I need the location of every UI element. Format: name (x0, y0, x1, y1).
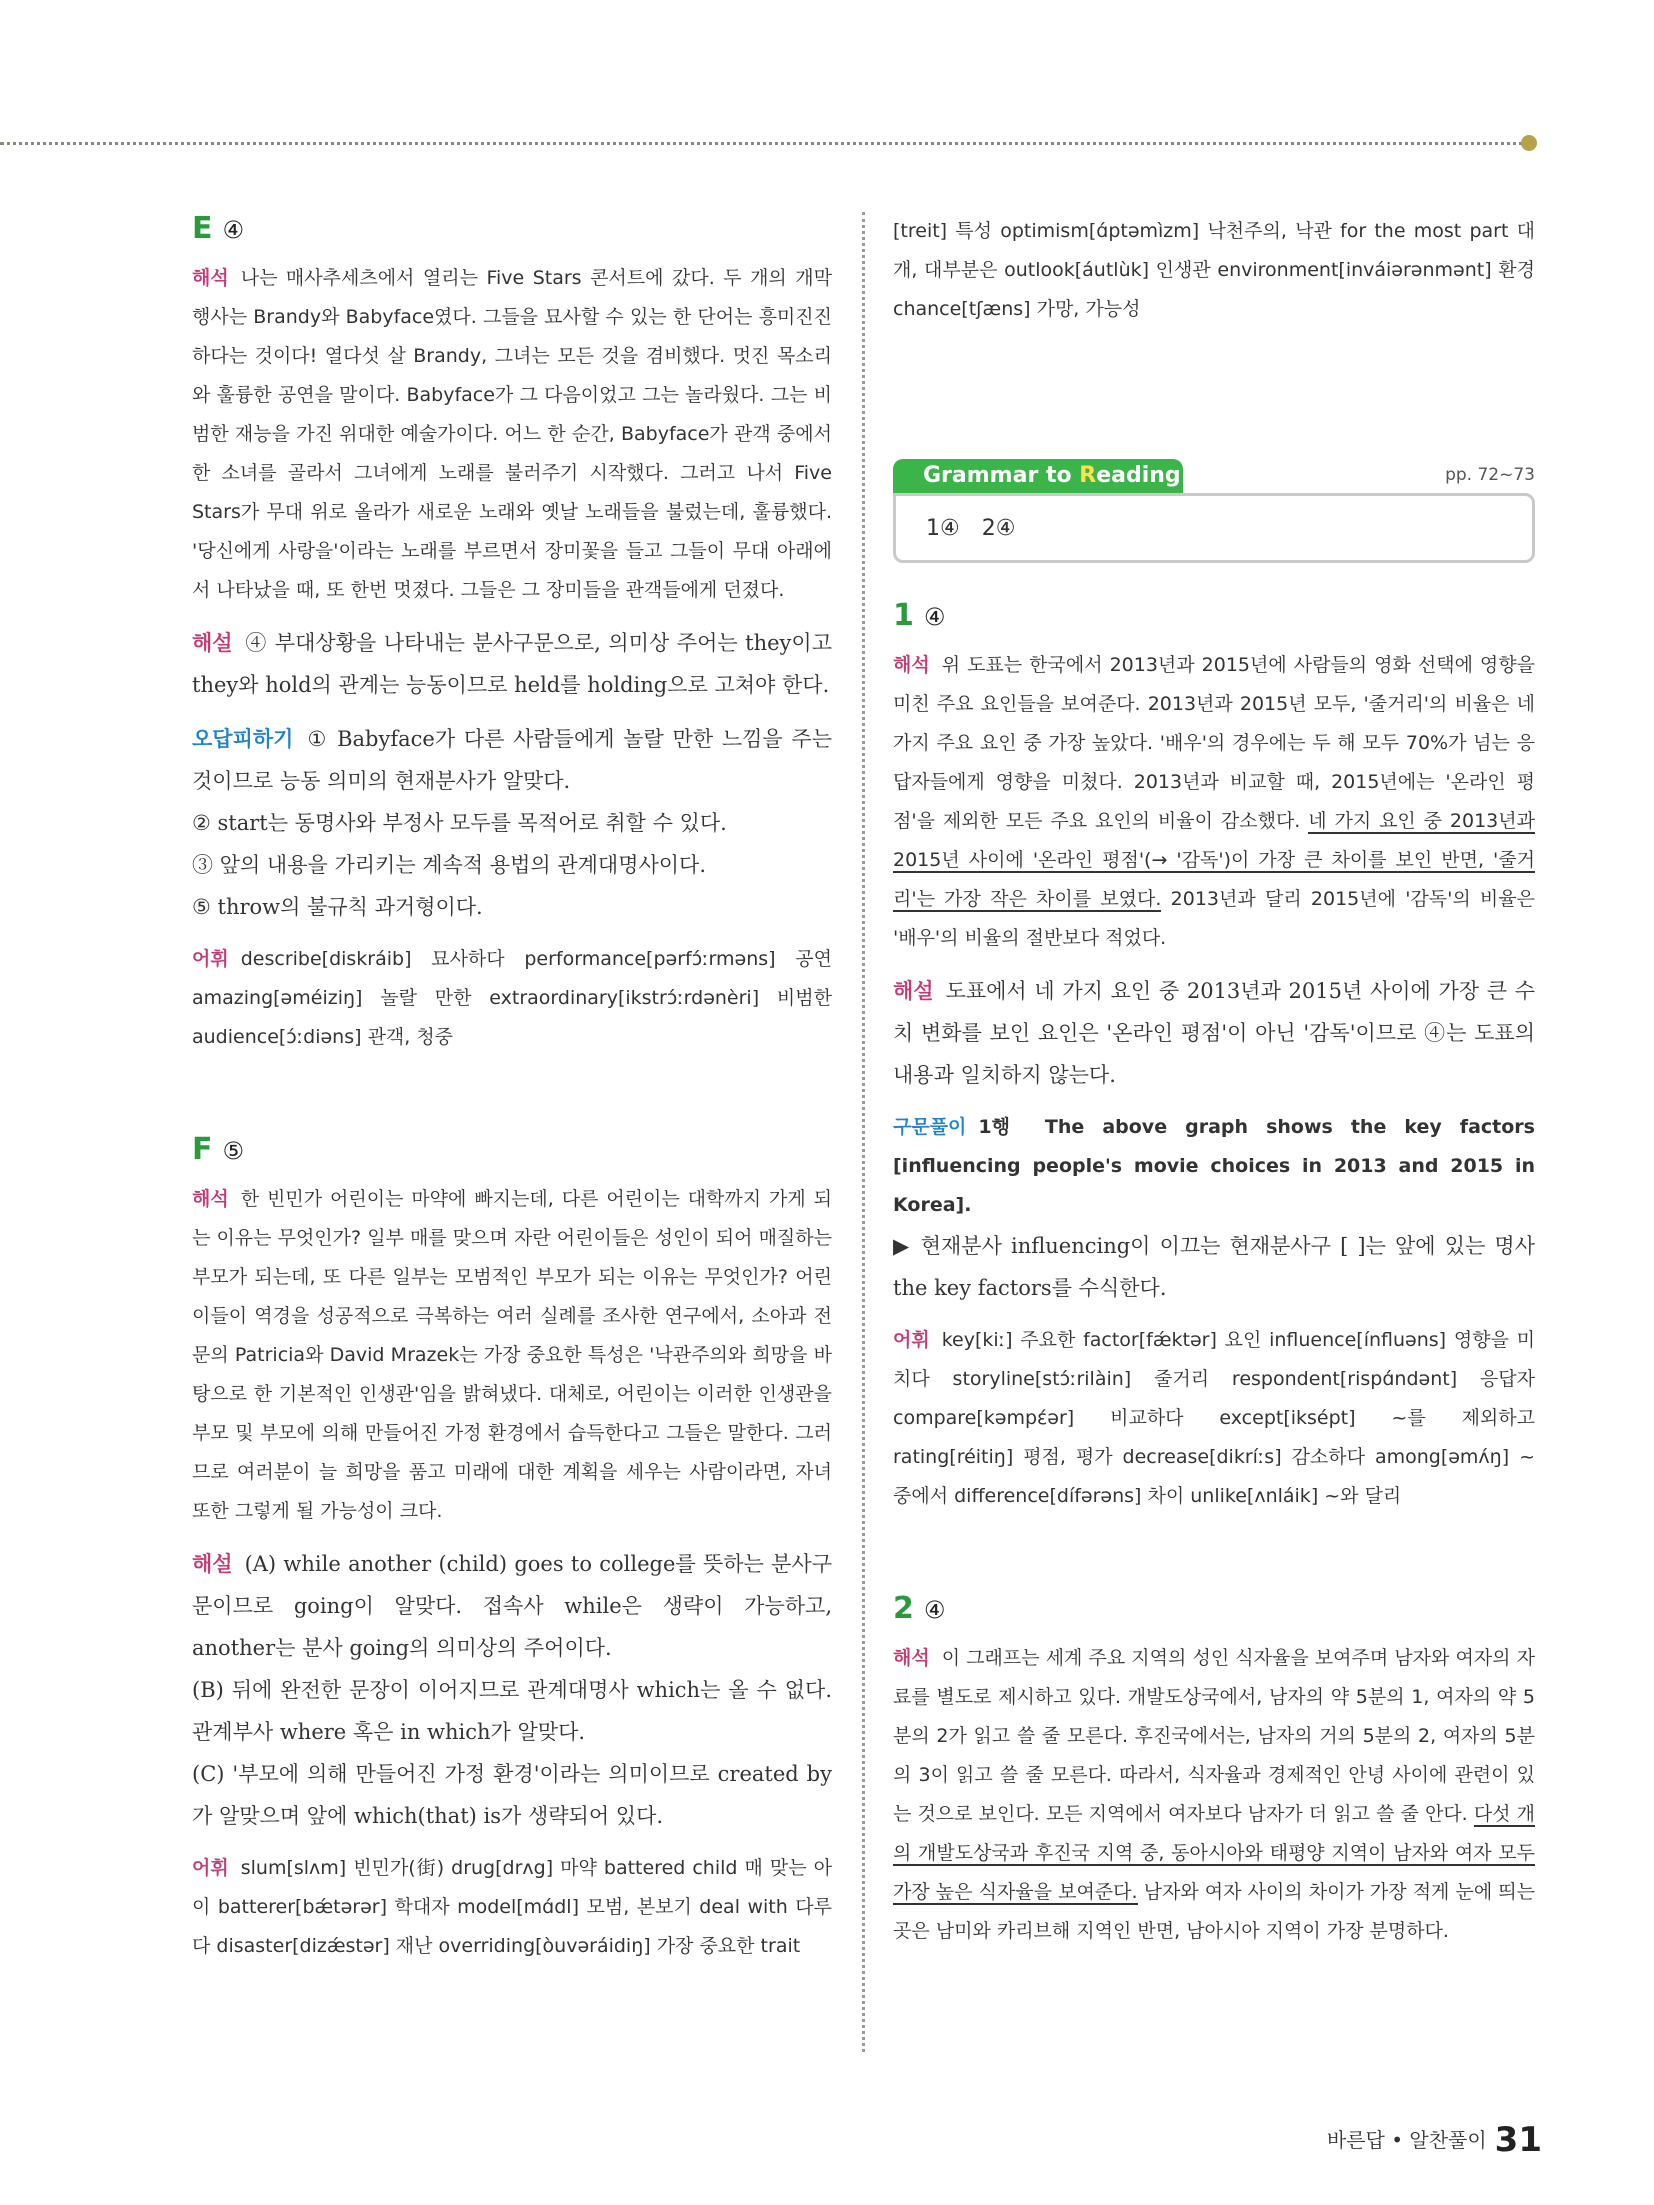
explanation-label: 해설 (893, 978, 934, 1003)
section-letter: E (192, 211, 213, 246)
explanation-label: 해설 (192, 1551, 233, 1576)
column-divider (862, 212, 865, 2052)
explanation-label: 해설 (192, 630, 233, 655)
vocab-label: 어휘 (192, 1857, 229, 1879)
question-1-vocab (893, 1321, 1535, 1516)
section-e-explanation (192, 622, 832, 706)
structure-line: 1행 (978, 1116, 1010, 1138)
vocab-text: key[kiː] 주요한 factor[fǽktər] 요인 influence[ínfluəns] 영향을 미치다 storyline[stɔ́ːrilàin] 줄거리 respondent[rispɑ́ndənt] 응답자 compare[kəmpέər] 비교하다 except[iksépt] ~를 제외하고 rating[réitiŋ] 평점, 평가 decrease[dikríːs] 감소하다 among[əmʌ́ŋ] ~ 중에서 difference[dífərəns] 차이 unlike[ʌnláik] ~와 달리 (893, 1329, 1535, 1507)
grammar-to-reading-tab: Grammar to Reading (893, 459, 1183, 493)
translation-label: 해석 (893, 654, 930, 676)
section-answer: ④ (222, 216, 245, 244)
answer-item: 2④ (981, 516, 1016, 541)
question-answer: ④ (923, 1596, 946, 1624)
translation-text: 나는 매사추세츠에서 열리는 Five Stars 콘서트에 갔다. 두 개의 개막 행사는 Brandy와 Babyface였다. 그들을 묘사할 수 있는 한 단어는 흥미진진하다는 것이다! 열다섯 살 Brandy, 그녀는 모든 것을 겸비했다. 멋진 목소리와 훌륭한 공연을 말이다. Babyface가 그 다음이었고 그는 놀라웠다. 그는 비범한 재능을 가진 위대한 예술가이다. 어느 한 순간, Babyface가 관객 중에서 한 소녀를 골라서 그녀에게 노래를 불러주기 시작했다. 그러고 나서 Five Stars가 무대 위로 올라가 새로운 노래와 옛날 노래들을 불렀는데, 훌륭했다. '당신에게 사랑을'이라는 노래를 부르면서 장미꽃을 들고 그들이 무대 아래에서 나타났을 때, 또 한번 멋졌다. 그들은 그 장미들을 관객들에게 던졌다. (192, 267, 832, 601)
top-rule-dot (1521, 135, 1537, 151)
section-e-translation (192, 259, 832, 610)
avoid-item: ③ 앞의 내용을 가리키는 계속적 용법의 관계대명사이다. (192, 853, 707, 877)
footer-text: 바른답 • 알찬풀이 (1326, 2128, 1487, 2152)
page-reference: pp. 72~73 (1445, 465, 1535, 485)
section-answer: ⑤ (222, 1137, 245, 1165)
page-footer (1327, 2120, 1542, 2160)
question-1-explanation (893, 970, 1535, 1096)
section-f-vocab-continued: [treit] 특성 optimism[ɑ́ptəmìzm] 낙천주의, 낙관 for the most part 대개, 대부분은 outlook[áutlùk] 인생관 environment[inváiərənmənt] 환경 chance[tʃæns] 가망, 가능성 (893, 220, 1535, 320)
section-f-heading (192, 1133, 832, 1166)
question-1-translation: 해석 위 도표는 한국에서 2013년과 2015년에 사람들의 영화 선택에 영향을 미친 주요 요인들을 보여준다. 2013년과 2015년 모두, '줄거리'의 비율은 네 가지 주요 요인 중 가장 높았다. '배우'의 경우에는 두 해 모두 70%가 넘는 응답자들에게 영향을 미쳤다. 2013년과 비교할 때, 2015년에는 '온라인 평점'을 제외한 모든 주요 요인의 비율이 감소했다. 네 가지 요인 중 2013년과 2015년 사이에 '온라인 평점'(→ '감독')이 가장 큰 차이를 보인 반면, '줄거리'는 가장 작은 차이를 보였다. 2013년과 달리 2015년에 '감독'의 비율은 '배우'의 비율의 절반보다 적었다. (893, 654, 1535, 949)
avoid-item: ⑤ throw의 불규칙 과거형이다. (192, 895, 483, 919)
explanation-text: (C) '부모에 의해 만들어진 가정 환경'이라는 의미이므로 created by가 알맞으며 앞에 which(that) is가 생략되어 있다. (192, 1762, 832, 1828)
section-letter: F (192, 1132, 213, 1167)
translation-label: 해석 (192, 1188, 229, 1210)
avoid-item: ① Babyface가 다른 사람들에게 놀랄 만한 느낌을 주는 것이므로 능동 의미의 현재분사가 알맞다. (192, 727, 832, 793)
section-e-vocab (192, 940, 832, 1057)
left-column (192, 212, 832, 1966)
explanation-text: 도표에서 네 가지 요인 중 2013년과 2015년 사이에 가장 큰 수치 변화를 보인 요인은 '온라인 평점'이 아닌 '감독'이므로 ④는 도표의 내용과 일치하지 않는다. (893, 979, 1535, 1087)
section-f-vocab (192, 1849, 832, 1966)
vocab-label: 어휘 (893, 1329, 930, 1351)
section-f-explanation (192, 1543, 832, 1837)
section-f-translation (192, 1180, 832, 1531)
section-e-heading (192, 212, 832, 245)
question-answer: ④ (923, 603, 946, 631)
translation-text: 한 빈민가 어린이는 마약에 빠지는데, 다른 어린이는 대학까지 가게 되는 이유는 무엇인가? 일부 매를 맞으며 자란 어린이들은 성인이 되어 매질하는 부모가 되는데, 또 다른 일부는 모범적인 부모가 되는 이유는 무엇인가? 어린이들이 역경을 성공적으로 극복하는 여러 실례를 조사한 연구에서, 소아과 전문의 Patricia와 David Mrazek는 가장 중요한 특성은 '낙관주의와 희망을 바탕으로 한 기본적인 인생관'임을 밝혀냈다. 대체로, 어린이는 이러한 인생관을 부모 및 부모에 의해 만들어진 가정 환경에서 습득한다고 그들은 말한다. 그러므로 여러분이 늘 희망을 품고 미래에 대한 계획을 세우는 사람이라면, 자녀 또한 그렇게 될 가능성이 크다. (192, 1188, 832, 1522)
structure-sentence: The above graph shows the key factors [influencing people's movie choices in 2013 and 2015 in Korea]. (893, 1116, 1535, 1216)
avoid-item: ② start는 동명사와 부정사 모두를 목적어로 취할 수 있다. (192, 811, 727, 835)
vocab-label: 어휘 (192, 948, 229, 970)
question-2-heading (893, 1592, 1535, 1625)
underlined-sentence: 다섯 개의 개발도상국과 후진국 지역 중, 동아시아와 태평양 지역이 남자와 여자 모두 가장 높은 식자율을 보여준다. (893, 1803, 1535, 1903)
translation-label: 해석 (192, 267, 229, 289)
question-2-translation: 해석 이 그래프는 세계 주요 지역의 성인 식자율을 보여주며 남자와 여자의 자료를 별도로 제시하고 있다. 개발도상국에서, 남자의 약 5분의 1, 여자의 약 5분의 2가 읽고 쓸 줄 모른다. 후진국에서는, 남자의 거의 5분의 2, 여자의 5분의 3이 읽고 쓸 줄 모른다. 따라서, 식자율과 경제적인 안녕 사이에 관련이 있는 것으로 보인다. 모든 지역에서 여자보다 남자가 더 읽고 쓸 줄 안다. 다섯 개의 개발도상국과 후진국 지역 중, 동아시아와 태평양 지역이 남자와 여자 모두 가장 높은 식자율을 보여준다. 남자와 여자 사이의 차이가 가장 적게 눈에 띄는 곳은 남미와 카리브해 지역인 반면, 남아시아 지역이 가장 분명하다. (893, 1647, 1535, 1942)
explanation-text: (A) while another (child) goes to college를 뜻하는 분사구문이므로 going이 알맞다. 접속사 while은 생략이 가능하고, another는 분사 going의 의미상의 주어이다. (192, 1552, 832, 1660)
question-1-structure (893, 1108, 1535, 1309)
section-e-avoid (192, 718, 832, 928)
question-1-heading (893, 599, 1535, 632)
question-number: 2 (893, 1591, 914, 1626)
explanation-text: (B) 뒤에 완전한 문장이 이어지므로 관계대명사 which는 올 수 없다. 관계부사 where 혹은 in which가 알맞다. (192, 1678, 832, 1744)
answer-item: 1④ (926, 516, 960, 541)
translation-label: 해석 (893, 1647, 930, 1669)
vocab-text: slum[slʌm] 빈민가(街) drug[drʌg] 마약 battered child 매 맞는 아이 batterer[bǽtərər] 학대자 model[mɑ́dl] 모범, 본보기 deal with 다루다 disaster[dizǽstər] 재난 overriding[òuvəráidiŋ] 가장 중요한 trait (192, 1857, 832, 1957)
underlined-sentence: 네 가지 요인 중 2013년과 2015년 사이에 '온라인 평점'(→ '감독')이 가장 큰 차이를 보인 반면, '줄거리'는 가장 작은 차이를 보였다. (893, 810, 1535, 910)
grammar-to-reading-panel (893, 459, 1535, 559)
question-number: 1 (893, 598, 914, 633)
answer-box (893, 493, 1535, 563)
top-dotted-rule (0, 142, 1530, 145)
structure-note: ▶ 현재분사 influencing이 이끄는 현재분사구 [ ]는 앞에 있는 명사 the key factors를 수식한다. (893, 1234, 1535, 1300)
vocab-text: describe[diskráib] 묘사하다 performance[pərfɔ́ːrməns] 공연 amazing[əméiziŋ] 놀랄 만한 extraordinary[ikstrɔ́ːrdənèri] 비범한 audience[ɔ́ːdiəns] 관객, 청중 (192, 948, 832, 1048)
page-number: 31 (1494, 2120, 1542, 2160)
avoid-label: 오답피하기 (192, 726, 294, 751)
explanation-text: ④ 부대상황을 나타내는 분사구문으로, 의미상 주어는 they이고 they와 hold의 관계는 능동이므로 held를 holding으로 고쳐야 한다. (192, 631, 832, 697)
structure-label: 구문풀이 (893, 1116, 967, 1138)
right-column (893, 212, 1535, 1951)
